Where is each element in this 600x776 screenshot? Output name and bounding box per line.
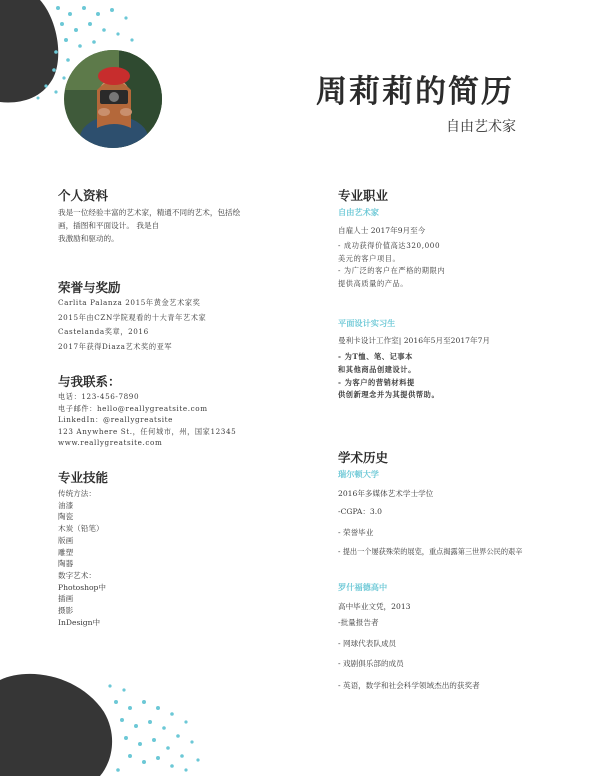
skills-list <box>58 488 106 628</box>
job-role: 平面设计实习生 <box>338 318 396 328</box>
education-line: - 荣誉毕业 <box>338 528 374 537</box>
education-line: 2016年多媒体艺术学士学位 <box>338 489 434 498</box>
contact-address: 123 Anywhere St.，任何城市，州，国家12345 <box>58 426 237 436</box>
contact-heading: 与我联系： <box>58 374 121 389</box>
skills-heading: 专业技能 <box>58 470 109 485</box>
profile-text <box>58 206 240 245</box>
education-line: - 戏剧俱乐部的成员 <box>338 659 404 668</box>
job-detail-line: - 成功获得价值高达320,000 <box>338 241 441 250</box>
profile-line: 我激励和驱动的。 <box>58 234 119 243</box>
job-detail-line: - 为广泛的客户在严格的期限内 <box>338 266 446 275</box>
school-name: 罗什福德高中 <box>338 582 388 592</box>
award-item: 2017年获得Diaza艺术奖的亚军 <box>58 341 173 351</box>
job-meta: 自雇人士 2017年9月至今 <box>338 226 426 235</box>
education-line: -CGPA：3.0 <box>338 507 383 516</box>
job-title: 自由艺术家 <box>446 119 516 135</box>
resume-title: 周莉莉的简历 <box>316 74 514 110</box>
awards-list <box>58 296 206 354</box>
award-item: 2015年由CZN学院观看的十大青年艺术家 <box>58 312 207 322</box>
job-detail-line: 美元的客户项目。 <box>338 253 401 263</box>
job-details <box>338 351 439 402</box>
contact-website: www.reallygreatsite.com <box>58 438 163 447</box>
education-line: -批量报告者 <box>338 618 379 627</box>
job-details <box>338 240 445 290</box>
dark-blob <box>0 674 112 776</box>
job-detail-line: 供创新理念并为其提供帮助。 <box>338 390 440 400</box>
skill-item: 数字艺术： <box>58 570 96 580</box>
award-item: Carlita Palanza 2015年黄金艺术家奖 <box>58 298 201 307</box>
education-line: - 英语，数学和社会科学领域杰出的获奖者 <box>338 681 480 690</box>
skill-item: 雕塑 <box>58 547 74 557</box>
profile-heading: 个人资料 <box>58 188 109 203</box>
contact-list <box>58 391 236 449</box>
skill-item: 陶瓷 <box>58 512 74 522</box>
contact-email: 电子邮件：hello@reallygreatsite.com <box>58 403 208 413</box>
skill-item: 传统方法： <box>58 489 96 498</box>
education-heading: 学术历史 <box>338 450 389 465</box>
education-line: - 网球代表队成员 <box>338 639 397 648</box>
job-detail-line: - 为T恤、笔、记事本 <box>338 352 413 361</box>
profile-photo <box>64 50 162 148</box>
skill-item: 油漆 <box>58 500 74 510</box>
job-role: 自由艺术家 <box>338 207 379 217</box>
skill-item: 摄影 <box>58 606 74 616</box>
skill-item: InDesign中 <box>58 617 101 627</box>
career-heading: 专业职业 <box>338 188 389 203</box>
job-detail-line: - 为客户的营销材料提 <box>338 377 415 387</box>
education-line: 高中毕业文凭，2013 <box>338 602 411 611</box>
job-detail-line: 和其他商品创建设计。 <box>338 364 416 374</box>
skill-item: 插画 <box>58 594 74 604</box>
skill-item: Photoshop中 <box>58 582 107 592</box>
skill-item: 版画 <box>58 535 74 545</box>
bottom-left-decoration <box>0 666 220 776</box>
dot-pattern-bottom <box>108 684 199 771</box>
award-item: Castelanda奖章，2016 <box>58 327 149 336</box>
skill-item: 木炭（铅笔） <box>58 524 104 534</box>
profile-line: 我是一位经验丰富的艺术家，精通不同的艺术，包括绘 <box>58 208 241 217</box>
contact-linkedin: LinkedIn：@reallygreatsite <box>58 415 173 424</box>
skill-item: 陶器 <box>58 559 74 569</box>
job-detail-line: 提供高质量的产品。 <box>338 278 409 288</box>
contact-phone: 电话：123-456-7890 <box>58 392 140 401</box>
job-meta: 曼利卡设计工作室| 2016年5月至2017年7月 <box>338 336 491 345</box>
school-name: 瑞尔顿大学 <box>338 469 379 479</box>
awards-heading: 荣誉与奖励 <box>58 280 121 295</box>
dark-blob <box>0 0 58 102</box>
profile-line: 画，插图和平面设计。 我是自 <box>58 221 160 230</box>
education-line: - 提出一个屡获殊荣的展览，重点揭露第三世界公民的艰辛 <box>338 547 523 556</box>
